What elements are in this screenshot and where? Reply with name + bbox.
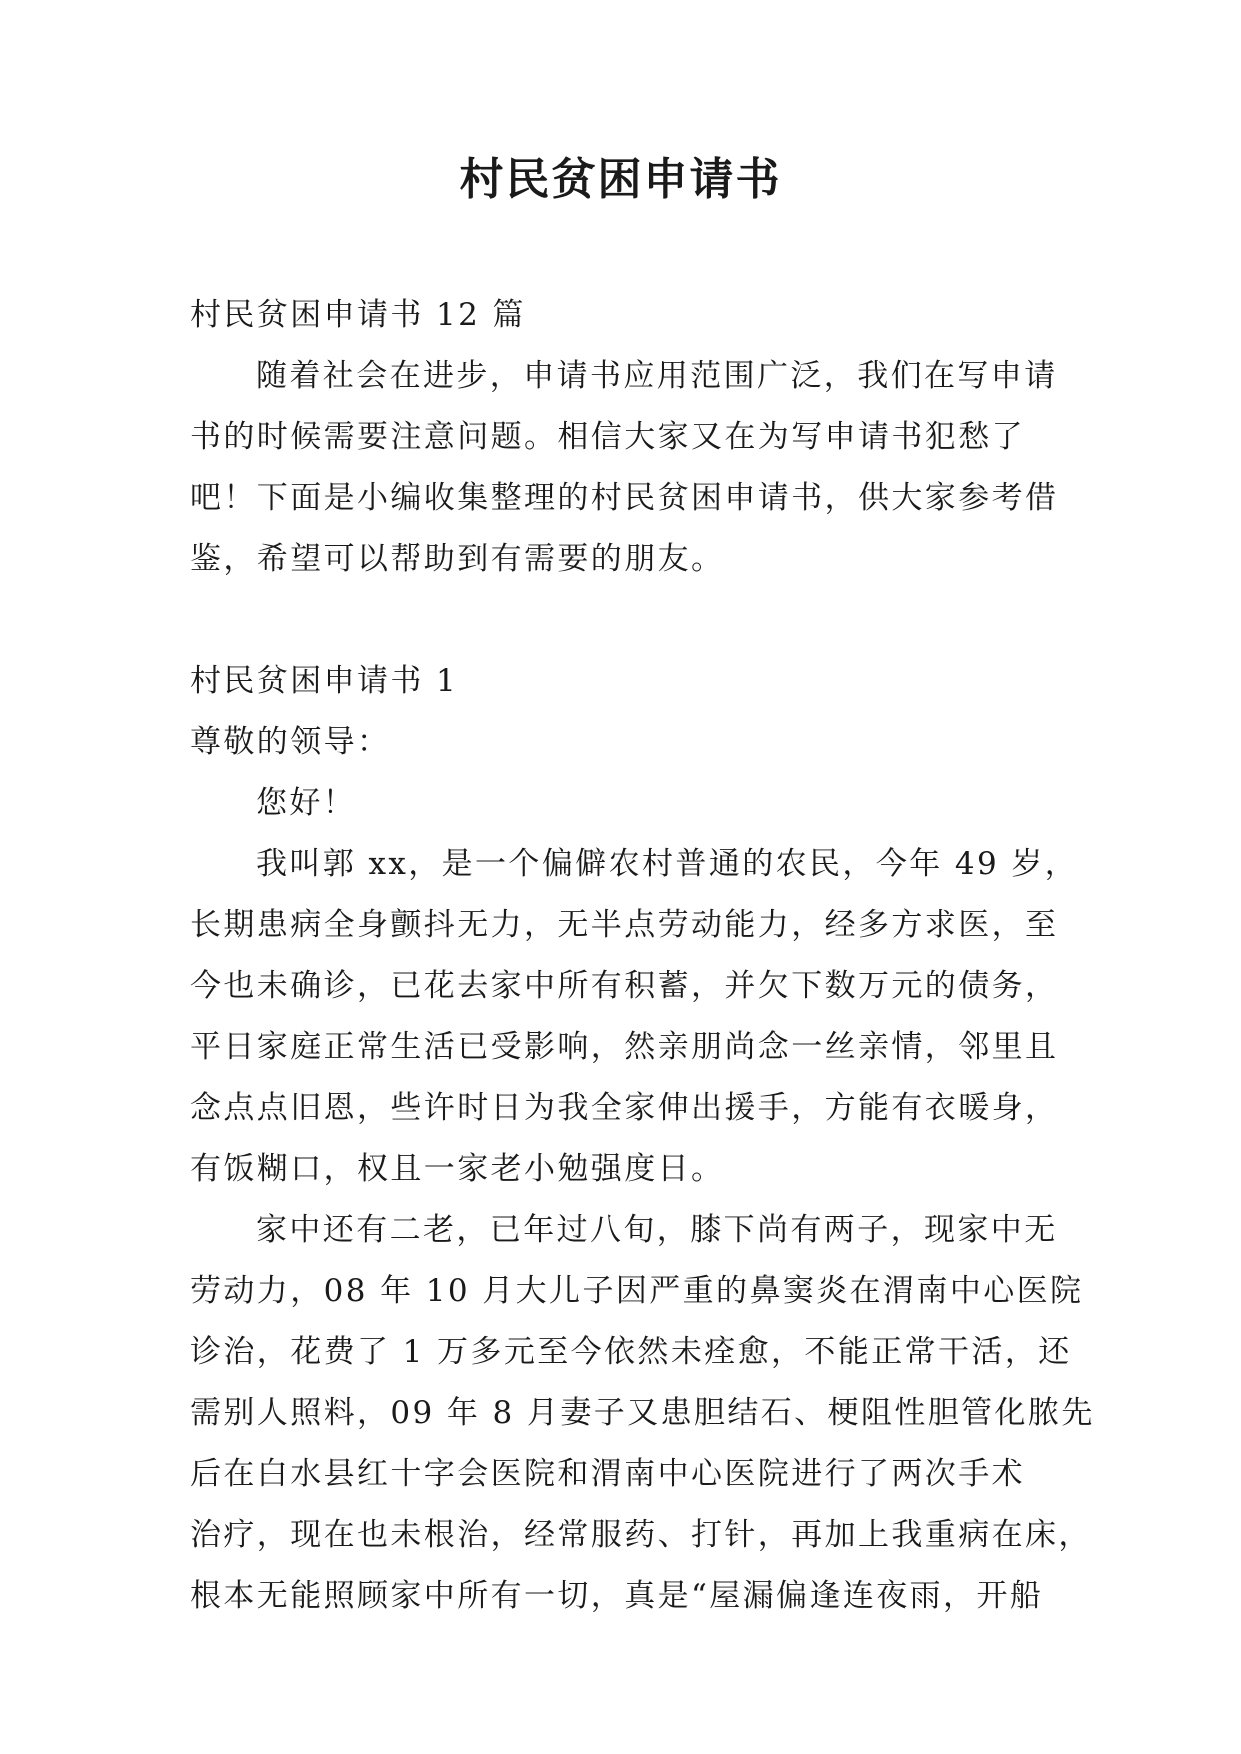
subtitle: 村民贫困申请书 12 篇	[190, 297, 526, 333]
paragraph1-line: 有饭糊口，权且一家老小勉强度日。	[190, 1151, 725, 1187]
intro-line: 随着社会在进步，申请书应用范围广泛，我们在写申请	[256, 358, 1058, 394]
paragraph2-line: 根本无能照顾家中所有一切，真是“屋漏偏逢连夜雨，开船	[190, 1578, 1044, 1614]
paragraph2-line: 后在白水县红十字会医院和渭南中心医院进行了两次手术	[190, 1456, 1025, 1492]
paragraph1-line: 平日家庭正常生活已受影响，然亲朋尚念一丝亲情，邻里且	[190, 1029, 1059, 1065]
paragraph2-line: 诊治，花费了 1 万多元至今依然未痊愈，不能正常干活，还	[190, 1334, 1072, 1370]
intro-line: 书的时候需要注意问题。相信大家又在为写申请书犯愁了	[190, 419, 1025, 455]
section-heading: 村民贫困申请书 1	[190, 663, 459, 699]
paragraph2-line: 治疗，现在也未根治，经常服药、打针，再加上我重病在床，	[190, 1517, 1092, 1553]
paragraph2-line: 需别人照料，09 年 8 月妻子又患胆结石、梗阻性胆管化脓先	[190, 1395, 1095, 1431]
intro-line: 鉴，希望可以帮助到有需要的朋友。	[190, 541, 725, 577]
document-body	[190, 285, 1095, 1627]
document-title: 村民贫困申请书	[459, 154, 782, 205]
paragraph2-line: 家中还有二老，已年过八旬，膝下尚有两子，现家中无	[256, 1212, 1058, 1248]
paragraph-gap	[190, 590, 1060, 651]
paragraph1-line: 今也未确诊，已花去家中所有积蓄，并欠下数万元的债务，	[190, 968, 1059, 1004]
paragraph1-line: 我叫郭 xx，是一个偏僻农村普通的农民，今年 49 岁，	[256, 846, 1079, 882]
paragraph1-line: 长期患病全身颤抖无力，无半点劳动能力，经多方求医，至	[190, 907, 1059, 943]
paragraph2-line: 劳动力，08 年 10 月大儿子因严重的鼻窦炎在渭南中心医院	[190, 1273, 1084, 1309]
greeting: 您好！	[256, 785, 357, 821]
salutation: 尊敬的领导：	[190, 724, 391, 760]
intro-line: 吧！下面是小编收集整理的村民贫困申请书，供大家参考借	[190, 480, 1059, 516]
paragraph1-line: 念点点旧恩，些许时日为我全家伸出援手，方能有衣暖身，	[190, 1090, 1059, 1126]
